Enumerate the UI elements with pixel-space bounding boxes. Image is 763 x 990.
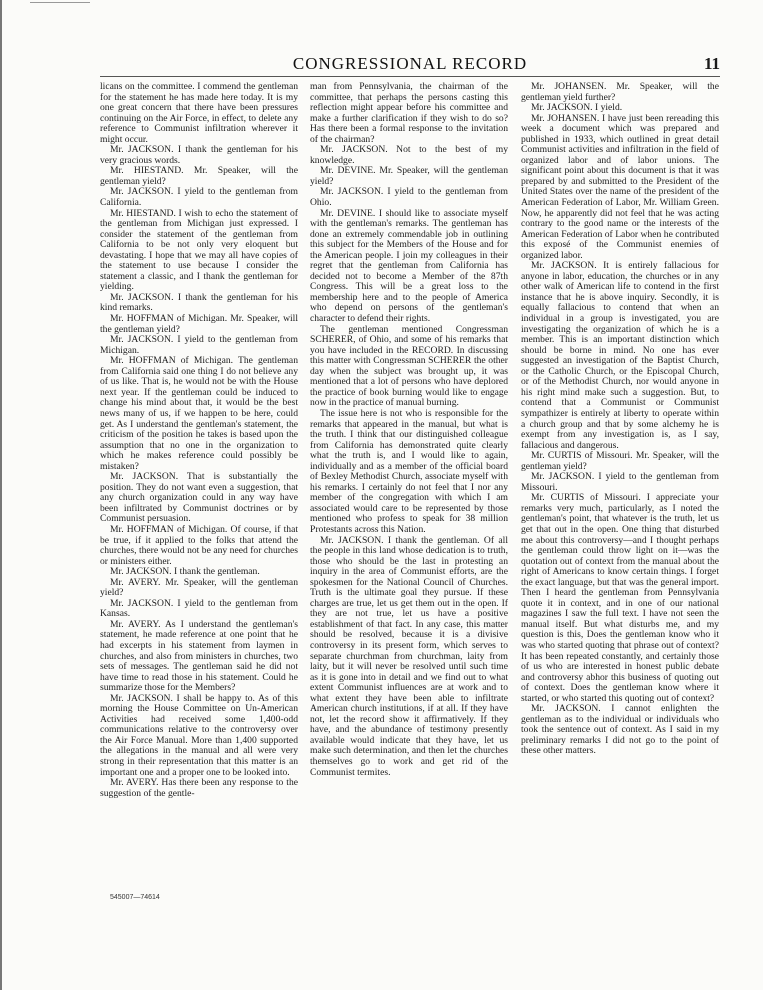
paragraph: Mr. DEVINE. I should like to associate myself with the gentleman's remarks. The gentleman has done an extremely commendable job in outlining this subject for the Members of the House and for the American people. I join my colleagues in their regret that the gentleman from California has decided not to become a Member of the 87th Congress. This will be a great loss to the membership here and to the people of America who depend on persons of the gentleman's character to defend their rights. [310,207,508,325]
paragraph: Mr. JOHANSEN. Mr. Speaker, will the gentleman yield further? [521,81,719,103]
paragraph: Mr. JACKSON. That is substantially the position. They do not want even a suggestion, that any church organization could in any way have been infiltrated by Communist doctrines or by Communist persuasion. [100,471,298,525]
paragraph: Mr. CURTIS of Missouri. Mr. Speaker, will the gentleman yield? [521,450,719,472]
paragraph: Mr. HOFFMAN of Michigan. The gentleman from California said one thing I do not believe any of us like. That is, he would not be with the House next year. If the gentleman could be induced to change his mind about that, it would be the best news many of us, if we happen to be here, could get. As I understand the gentleman's statement, the criticism of the position he takes is based upon the assumption that no one in the organization to which he makes reference could possibly be mistaken? [100,355,298,472]
paragraph: Mr. JACKSON. I thank the gentleman for his very gracious words. [100,144,298,166]
paragraph: Mr. AVERY. Mr. Speaker, will the gentleman yield? [100,576,298,599]
paragraph: Mr. HIESTAND. Mr. Speaker, will the gentleman yield? [100,165,298,187]
paragraph: The gentleman mentioned Congressman SCHERER, of Ohio, and some of his remarks that you have included in the RECORD. In discussing this matter with Congressman SCHERER the other day when the subject was brought up, it was mentioned that a lot of persons who have deplored the practice of book burning would like to engage now in the practice of manual burning. [310,323,508,409]
paragraph: Mr. JACKSON. I yield to the gentleman from Michigan. [100,334,298,356]
page-header [100,50,720,78]
text-column-1 [100,82,298,799]
page-number: 11 [703,54,720,73]
paragraph: Mr. JACKSON. Not to the best of my knowledge. [310,144,508,166]
paragraph: Mr. DEVINE. Mr. Speaker, will the gentleman yield? [310,165,508,187]
paragraph: The issue here is not who is responsible for the remarks that appeared in the manual, but what is the truth. I think that our distinguished colleague from California has demonstrated quite clearly what the truth is, and I would like to again, individually and as a member of the official board of Bexley Methodist Church, associate myself with his remarks. I certainly do not feel that I nor any member of the congregation with which I am associated would care to be represented by those mentioned who profess to speak for 38 million Protestants across this Nation. [310,407,508,535]
paragraph: man from Pennsylvania, the chairman of the committee, that perhaps the persons casting this reflection might appear before his committee and make a further clarification if they wish to do so? Has there been a formal response to the invitation of the chairman? [310,81,508,145]
paragraph: Mr. JACKSON. I yield to the gentleman from California. [100,186,298,209]
paragraph: Mr. JACKSON. I yield to the gentleman from Missouri. [521,471,719,493]
paragraph: Mr. HIESTAND. I wish to echo the statement of the gentleman from Michigan just expressed. I consider the statement of the gentleman from California to be not only very eloquent but devastating. I hope that we may all have copies of the statement to use because I consider the statement a classic, and I thank the gentleman for yielding. [100,207,298,293]
print-code: 545007—74614 [110,894,160,901]
paragraph: Mr. CURTIS of Missouri. I appreciate your remarks very much, particularly, as I noted the gentleman's point, that whatever is the truth, let us get that out in the open. One thing that disturbed me about this controversy—and I thought perhaps the gentleman could throw light on it—was the quotation out of context from the manual about the right of Americans to know certain things. I forget the exact language, but that was the general import. Then I heard the gentleman from Pennsylvania quote it in context, and in one of our national magazines I saw the full text. I have not seen the manual itself. But what disturbs me, and my question is this, Does the gentleman know who it was who started quoting that phrase out of context? It has been repeated constantly, and certainly those of us who are interested in honest public debate and controversy abhor this business of quoting out of context. Does the gentleman know where it started, or who started this quoting out of context? [521,492,719,704]
paragraph: licans on the committee. I commend the gentleman for the statement he has made here today. It is my one great concern that there have been pressures continuing on the Air Force, in effect, to delete any reference to Communist infiltration wherever it might occur. [100,81,298,145]
header-rule [100,76,720,77]
paragraph: Mr. HOFFMAN of Michigan. Mr. Speaker, will the gentleman yield? [100,313,298,335]
paragraph: Mr. JACKSON. I yield. [531,102,623,114]
paragraph: Mr. AVERY. As I understand the gentleman's statement, he made reference at one point that he had excerpts in his statement from laymen in churches, and also from ministers in churches, two sets of messages. The gentleman said he did not have time to read those in his statement. Could he summarize those for the Members? [100,618,298,694]
paragraph: Mr. AVERY. Has there been any response to the suggestion of the gentle- [100,777,298,799]
paragraph: Mr. JACKSON. I yield to the gentleman from Kansas. [100,597,298,620]
paragraph: Mr. JOHANSEN. I have just been rereading this week a document which was prepared and published in 1933, which outlined in great detail Communist activities and infiltration in the field of organized labor and of labor unions. The significant point about this document is that it was prepared by and submitted to the President of the United States over the name of the president of the American Federation of Labor, Mr. William Green. Now, he apparently did not feel that he was acting contrary to the good name or the interests of the American Federation of Labor when he contributed this exposé of the Communist enemies of organized labor. [521,112,719,261]
paragraph: Mr. JACKSON. I thank the gentleman. [110,566,260,578]
page-title: CONGRESSIONAL RECORD [292,54,528,73]
paragraph: Mr. JACKSON. I shall be happy to. As of this morning the House Committee on Un-American Activities had received some 1,400-odd communications relative to the controversy over the Air Force Manual. More than 1,400 supported the allegations in the manual and all were very strong in their representation that this matter is an important one and a proper one to be looked into. [100,692,298,778]
paragraph: Mr. JACKSON. I yield to the gentleman from Ohio. [310,186,508,209]
paragraph: Mr. JACKSON. It is entirely fallacious for anyone in labor, education, the churches or in any other walk of American life to contend in the first instance that he is above inquiry. Secondly, it is equally fallacious to contend that when an individual in a group is investigated, you are investigating the organization of which he is a member. This is an important distinction which should be borne in mind. No one has ever suggested an investigation of the Baptist Church, or the Catholic Church, or the Episcopal Church, or of the Methodist Church, nor would anyone in his right mind make such a suggestion. But, to contend that a Communist or Communist sympathizer is entirely at liberty to operate within a church group and that by some alchemy he is exempt from any investigation is, as I say, fallacious and dangerous. [521,260,719,451]
paragraph: Mr. JACKSON. I thank the gentleman. Of all the people in this land whose dedication is to truth, those who should be the last in protesting an inquiry in the area of Communist efforts, are the spokesmen for the National Council of Churches. Truth is the ultimate goal they pursue. If these charges are true, let us get them out in the open. If they are not true, let us have a positive establishment of that fact. In any case, this matter should be resolved, because it is a divisive controversy in its present form, which serves to separate churchman from churchman, laity from laity, but it will never be resolved until such time as it is gone into in detail and we find out to what extent Communist influences are at work and to what extent they have been able to infiltrate American church institutions, if at all. If they have not, let the record show it affirmatively. If they have, and the abundance of testimony presently available would indicate that they have, let us make such determination, and then let the churches themselves go to work and get rid of the Communist termites. [310,534,508,778]
scan-mark [30,2,90,3]
text-column-2 [310,82,508,778]
text-column-3 [521,82,719,757]
left-scan-edge [0,0,2,990]
paragraph: Mr. HOFFMAN of Michigan. Of course, if that be true, if it applied to the folks that attend the churches, there would not be any need for churches or ministers either. [100,523,298,567]
paragraph: Mr. JACKSON. I thank the gentleman for his kind remarks. [100,291,298,314]
paragraph: Mr. JACKSON. I cannot enlighten the gentleman as to the individual or individuals who took the sentence out of context. As I said in my preliminary remarks I did not go to the point of these other matters. [521,703,719,757]
